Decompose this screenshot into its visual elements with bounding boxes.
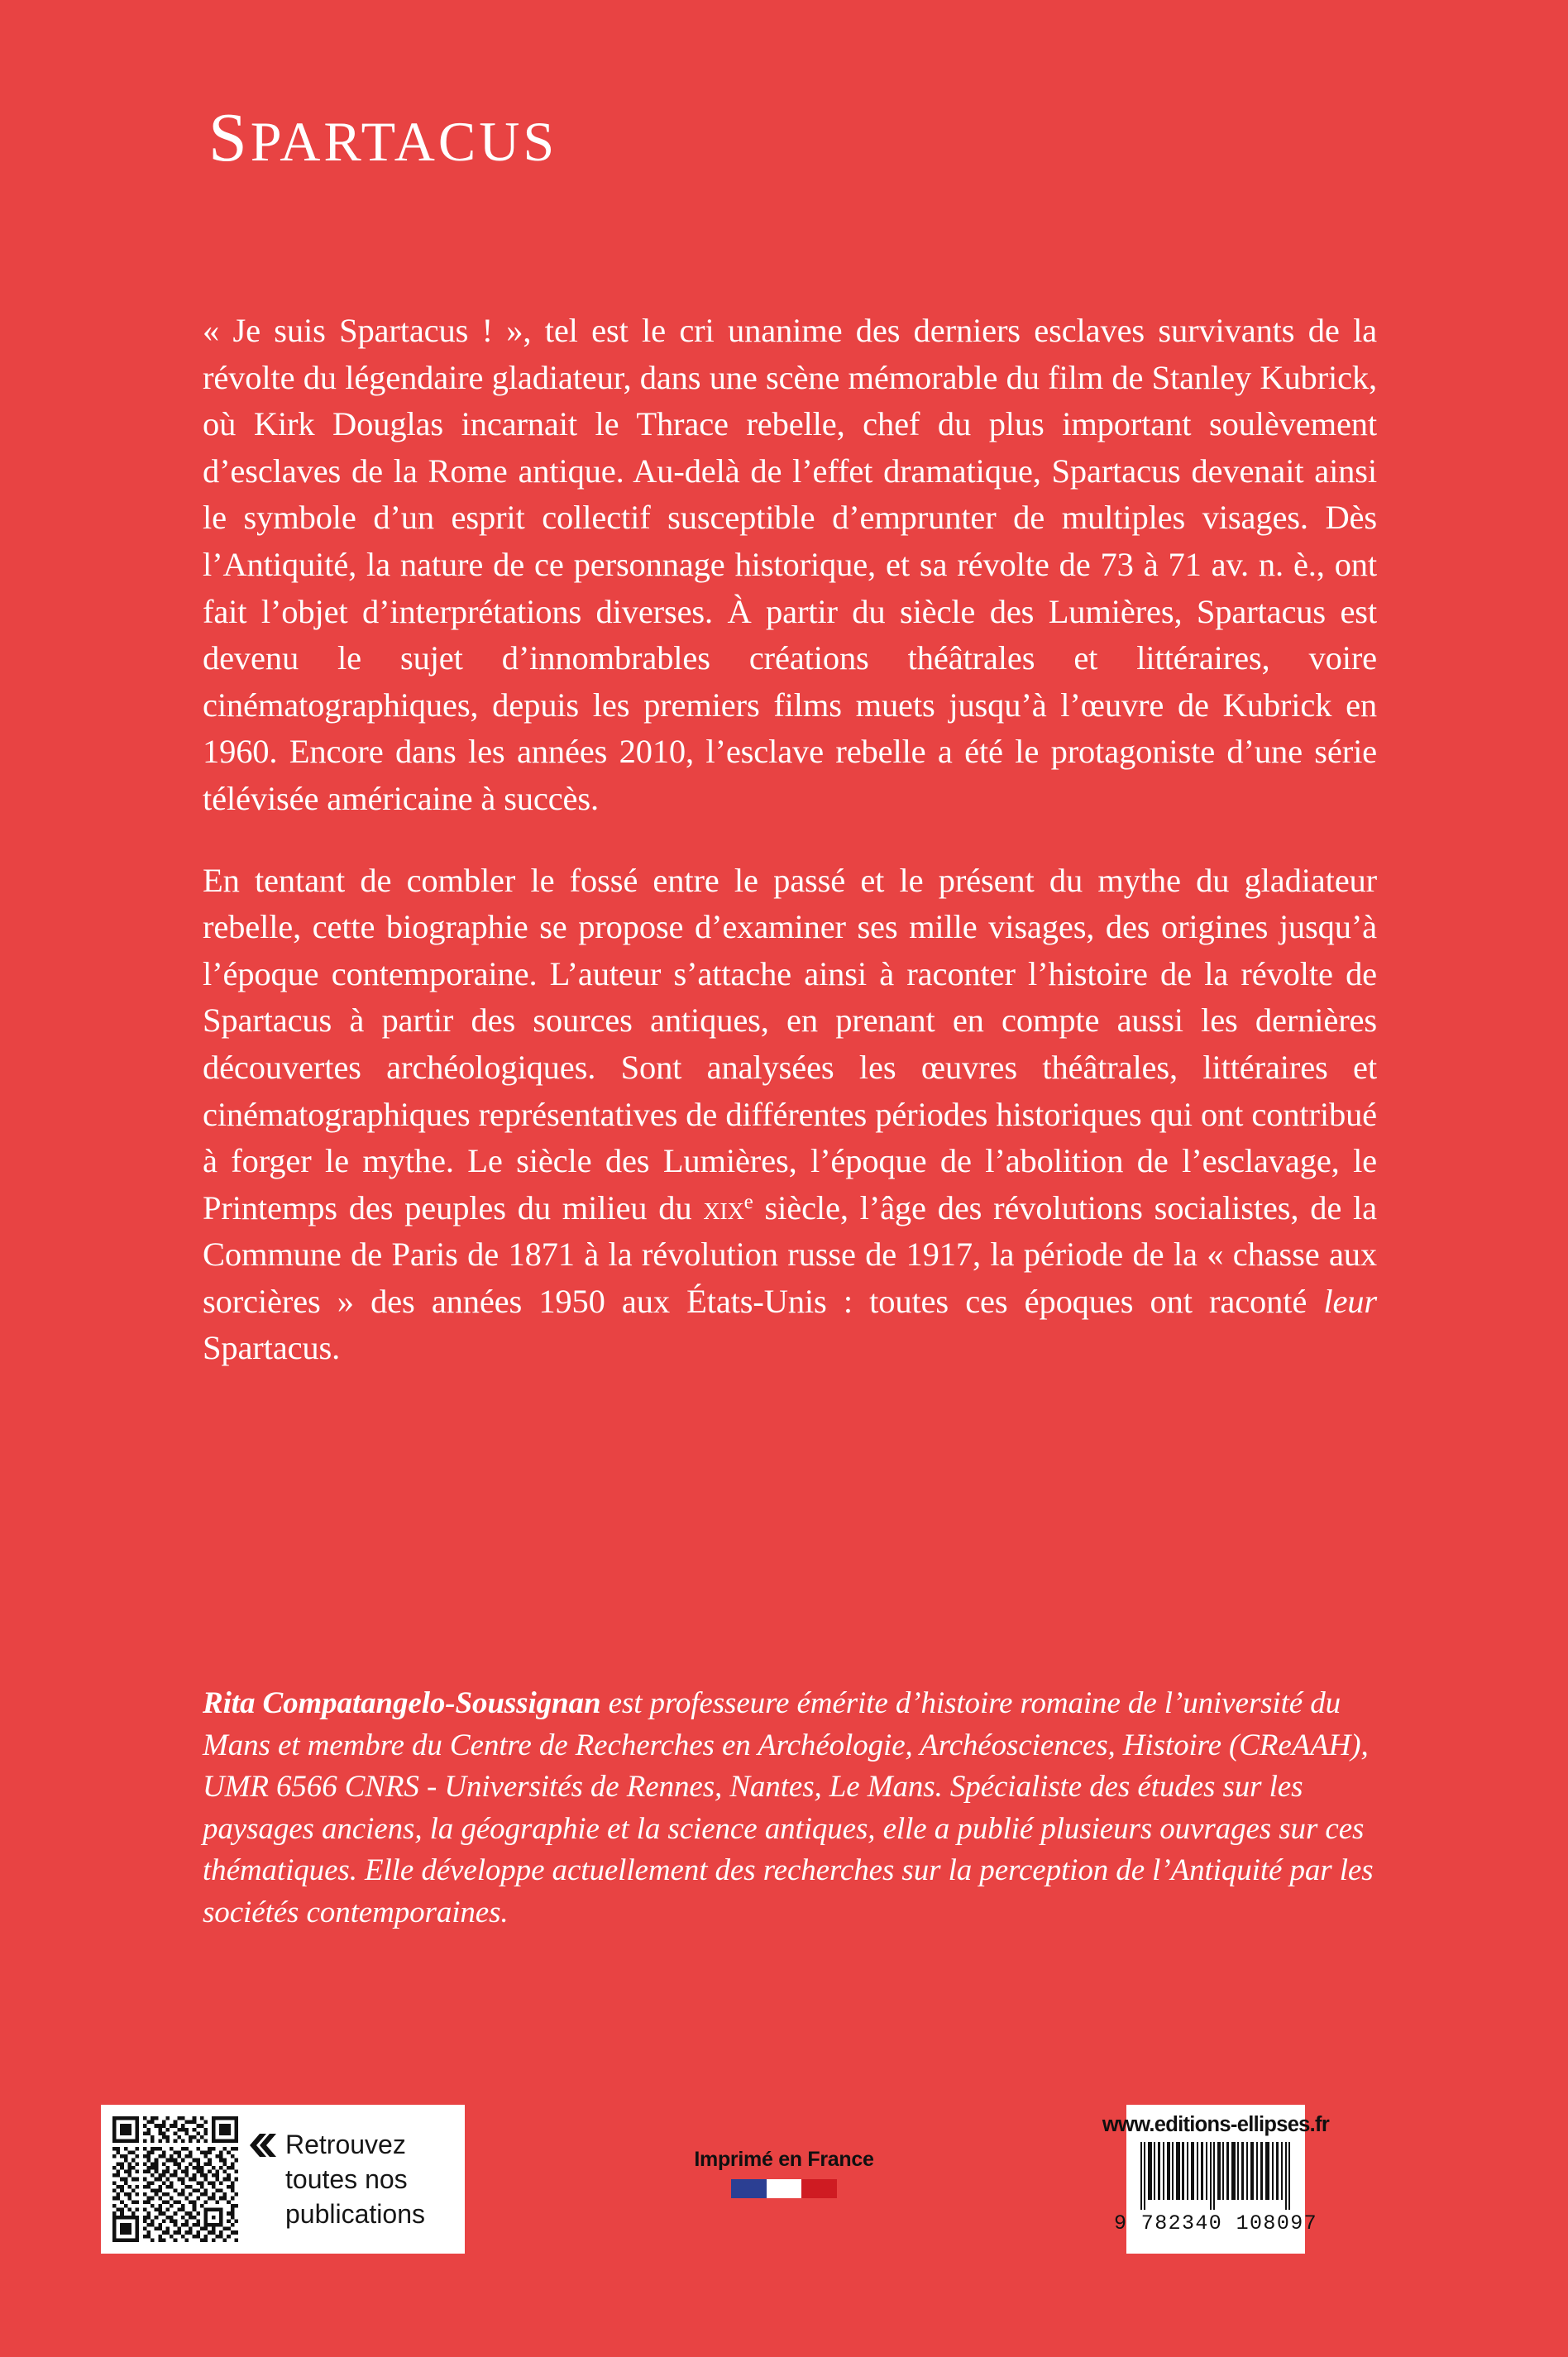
blurb-paragraph-1: « Je suis Spartacus ! », tel est le cri unanime des derniers esclaves survivants de la révolte du légendaire gladiateur, dans une scène mémorable du film de Stanley Kubrick, où Kirk Douglas incarnait le Thrace rebelle, chef du plus important soulèvement d’esclaves de la Rome antique. Au-delà de l’effet dramatique, Spartacus devenait ainsi le symbole d’un esprit collectif susceptible d’emprunter de multiples visages. Dès l’Antiquité, la nature de ce personnage historique, et sa révolte de 73 à 71 av. n. è., ont fait l’objet d’interprétations diverses. À partir du siècle des Lumières, Spartacus est devenu le sujet d’innombrables créations théâtrales et littéraires, voire cinématographiques, depuis les premiers films muets jusqu’à l’œuvre de Kubrick en 1960. Encore dans les années 2010, l’esclave rebelle a été le protagoniste d’une série télévisée américaine à succès. <box>203 312 1377 817</box>
page-title <box>208 99 558 176</box>
french-flag-icon <box>731 2179 837 2198</box>
printed-in-france-label: Imprimé en France <box>694 2148 874 2171</box>
qr-code-icon[interactable] <box>112 2116 238 2242</box>
blurb-p2-part-a: En tentant de combler le fossé entre le passé et le présent du mythe du gladiateur rebelle, cette biographie se propose d’examiner ses mille visages, des origines jusqu’à l’époque contemporaine. L’auteur s’attache ainsi à raconter l’histoire de la révolte de Spartacus à partir des sources antiques, en prenant en compte aussi les dernières découvertes archéologiques. Sont analysées les œuvres théâtrales, littéraires et cinématographiques représentatives de différentes périodes historiques qui ont contribué à forger le mythe. Le siècle des Lumières, l’époque de l’abolition de l’esclavage, le Printemps des peuples du milieu du <box>203 861 1377 1226</box>
blurb-century-ordinal: e <box>743 1190 753 1213</box>
publisher-website-url[interactable]: www.editions-ellipses.fr <box>1102 2113 1330 2136</box>
flag-stripe-white <box>767 2179 802 2198</box>
barcode-panel <box>1102 2105 1330 2254</box>
blurb-block <box>203 308 1377 1372</box>
isbn-barcode-number: 9 782340 108097 <box>1113 2211 1318 2235</box>
qr-publications-panel[interactable] <box>101 2105 465 2254</box>
title-rest: PARTACUS <box>250 110 558 173</box>
author-bio-text: est professeure émérite d’histoire romaine de l’université du Mans et membre du Centre de Recherches en Archéologie, Archéosciences, Histoire (CReAAH), UMR 6566 CNRS - Universités de Rennes, Nantes, Le Mans. Spécialiste des études sur les paysages anciens, la géographie et la science antiques, elle a publié plusieurs ouvrages sur ces thématiques. Elle développe actuellement des recherches sur la perception de l’Antiquité par les sociétés contemporaines. <box>203 1686 1374 1929</box>
barcode-icon <box>1139 2142 1293 2210</box>
blurb-p2-part-c: Spartacus. <box>203 1329 341 1367</box>
flag-stripe-red <box>801 2179 837 2198</box>
qr-label-line-3: publications <box>285 2199 425 2229</box>
printed-in-france-block <box>685 2148 883 2198</box>
qr-label-line-1: Retrouvez <box>285 2130 406 2159</box>
title-initial: S <box>208 99 251 176</box>
cover-footer <box>0 2105 1568 2287</box>
qr-panel-label <box>285 2127 425 2231</box>
author-name: Rita Compatangelo-Soussignan <box>203 1686 601 1720</box>
blurb-emphasis-leur: leur <box>1323 1282 1377 1320</box>
blurb-century-smallcaps: xix <box>703 1188 744 1226</box>
blurb-p2-part-b: siècle, l’âge des révolutions socialistes, de la Commune de Paris de 1871 à la révolution russe de 1917, la période de la « chasse aux sorcières » des années 1950 aux États-Unis : toutes ces époques ont raconté <box>203 1188 1377 1320</box>
chevron-double-left-icon <box>250 2134 278 2157</box>
flag-stripe-blue <box>731 2179 767 2198</box>
blurb-paragraph-2 <box>203 858 1377 1373</box>
author-bio <box>203 1683 1377 1934</box>
qr-label-line-2: toutes nos <box>285 2164 408 2194</box>
qr-panel-text-group <box>250 2127 453 2231</box>
